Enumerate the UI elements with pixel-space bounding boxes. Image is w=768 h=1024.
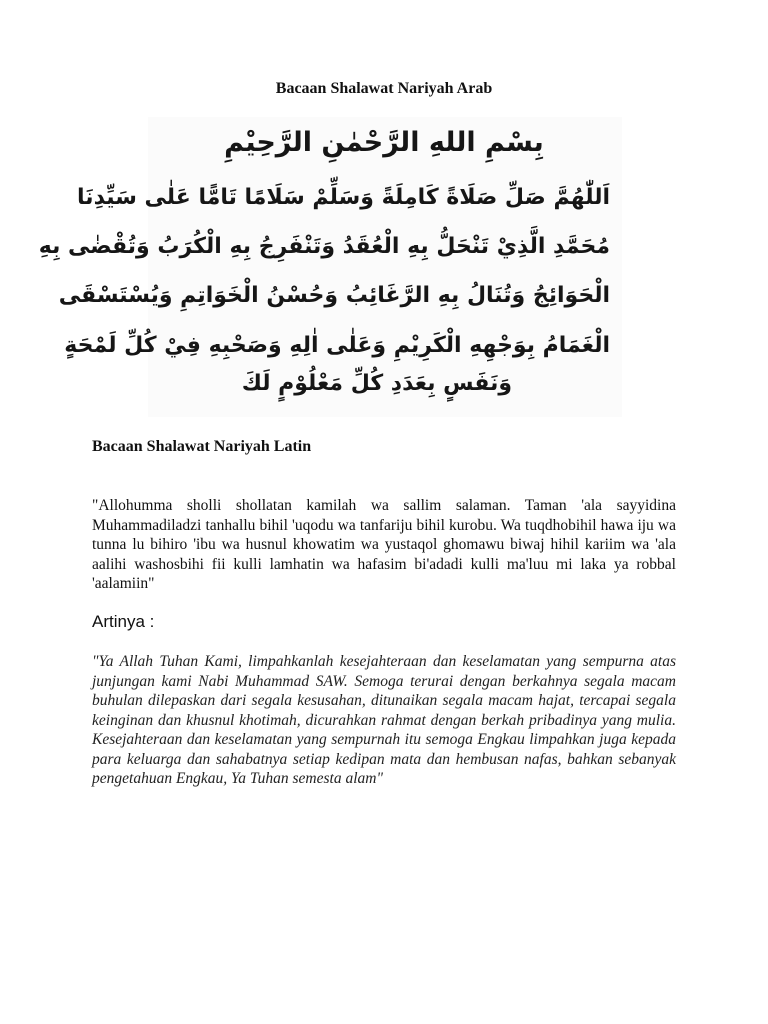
arabic-basmala: بِسْمِ اللهِ الرَّحْمٰنِ الرَّحِيْمِ [224,127,544,158]
arabic-line-3: الْحَوَائِجُ وَتُنَالُ بِهِ الرَّغَائِبُ وَحُسْنُ الْخَوَاتِمِ وَيُسْتَسْقَى [58,283,610,308]
arabic-line-2: مُحَمَّدِ الَّذِيْ تَنْحَلُّ بِهِ الْعُقَدُ وَتَنْفَرِجُ بِهِ الْكُرَبُ وَتُقْضٰى بِهِ [38,234,610,259]
arabic-calligraphy-image [38,117,622,417]
latin-heading: Bacaan Shalawat Nariyah Latin [92,438,312,455]
arabic-line-1: اَللّٰهُمَّ صَلِّ صَلَاةً كَامِلَةً وَسَلِّمْ سَلَامًا تَامًّا عَلٰى سَيِّدِنَا [77,185,610,210]
translation-text: "Ya Allah Tuhan Kami, limpahkanlah kesejahteraan dan keselamatan yang sempurna atas junjungan kami Nabi Muhammad SAW. Semoga terurai dengan berkahnya segala macam buhulan dilepaskan dari segala kesusahan, ditunaikan segala macam hajat, tercapai segala keinginan dan khusnul khotimah, dicurahkan rahmat dengan berkah pribadinya yang mulia. Kesejahteraan dan keselamatan yang sempurnah itu semoga Engkau limpahkan juga kepada para keluarga dan sahabatnya setiap kedipan mata dan hembusan nafas, bahkan sebanyak pengetahuan Engkau, Ya Tuhan semesta alam" [92,653,676,787]
page-title: Bacaan Shalawat Nariyah Arab [275,80,493,97]
arabic-line-4: الْغَمَامُ بِوَجْهِهِ الْكَرِيْمِ وَعَلٰى اٰلِهِ وَصَحْبِهِ فِيْ كُلِّ لَمْحَةٍ [64,333,610,358]
arabic-line-5: وَنَفَسٍ بِعَدَدِ كُلِّ مَعْلُوْمٍ لَكَ [241,371,512,396]
latin-transliteration: "Allohumma sholli shollatan kamilah wa sallim salaman. Taman 'ala sayyidina Muhammadiladzi tanhallu bihil 'uqodu wa tanfariju bihil kurobu. Wa tuqdhobihil hawa iju wa tunna lu bihiro 'ibu wa husnul khowatim wa yustaqol ghomawu biwaj hihil kariim wa 'ala aalihi washosbihi fii kulli lamhatin wa hafasim bi'adadi kulli ma'luu mi laka ya robbal 'aalamiin" [92,497,676,592]
artinya-label: Artinya : [92,612,155,631]
